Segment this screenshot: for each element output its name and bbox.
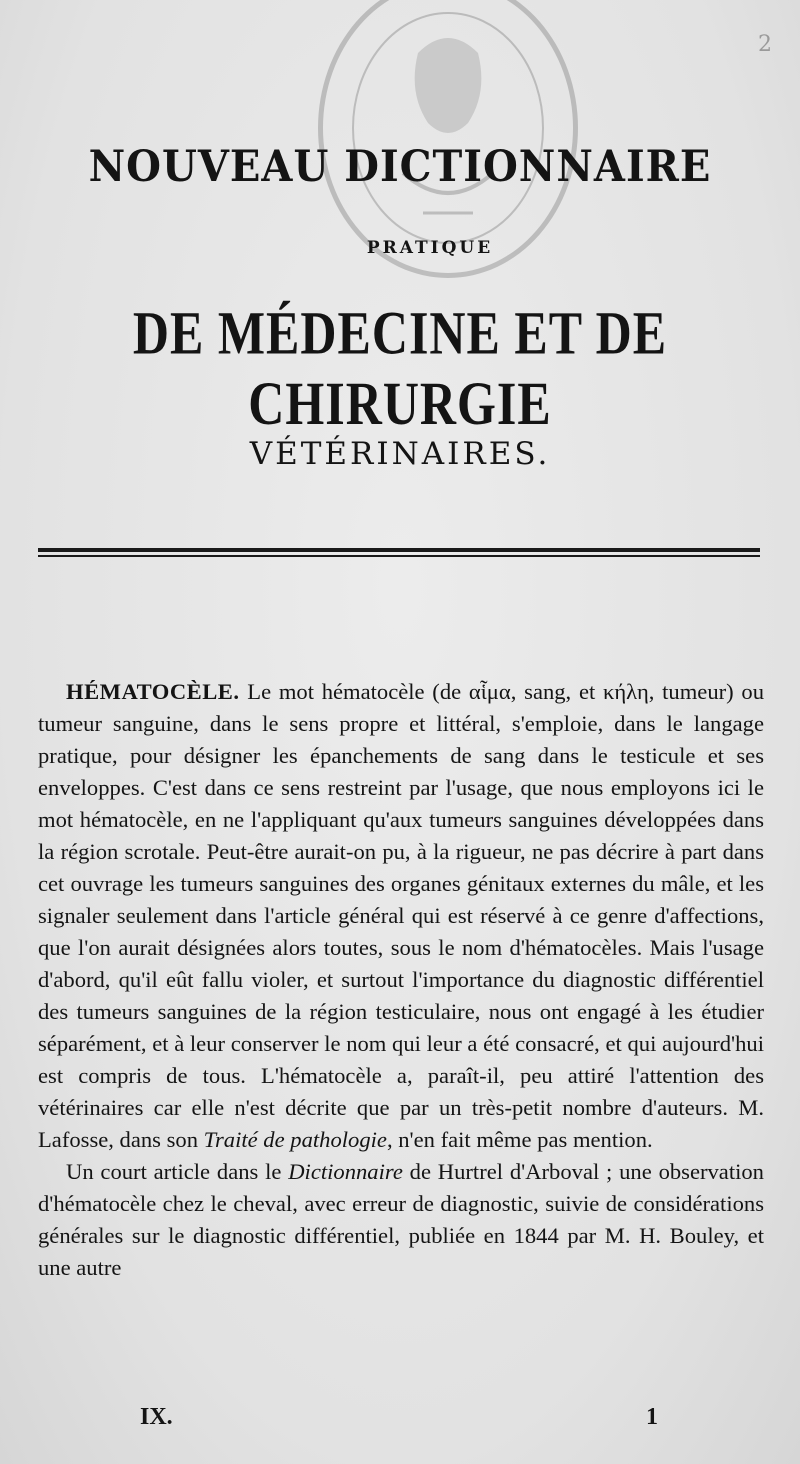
- greek-word: αἷμα: [468, 679, 511, 704]
- sheet-number: 1: [646, 1404, 658, 1430]
- title-line-4: VÉTÉRINAIRES.: [249, 436, 551, 472]
- paragraph-text: , sang, et: [510, 679, 603, 704]
- library-stamp: [318, 0, 578, 278]
- greek-word: κήλη: [602, 679, 649, 704]
- article-headword: HÉMATOCÈLE.: [66, 679, 240, 704]
- title-line-1: NOUVEAU DICTIONNAIRE: [88, 141, 712, 192]
- signature-mark: IX.: [140, 1404, 173, 1430]
- article-paragraph-2: [38, 1156, 764, 1284]
- title-line-2: PRATIQUE: [366, 238, 494, 258]
- paragraph-text: Le mot hématocèle (de: [239, 679, 469, 704]
- paragraph-text: de Hurtrel d'Arboval ; une observation d'hématocèle chez le cheval, avec erreur de diagnostic, suivie de considérations générales sur le diagnostic différentiel, publiée en 1844 par M. H. Bouley, et une autre: [38, 1159, 764, 1280]
- rule-thin: [38, 555, 760, 557]
- title-line-3: DE MÉDECINE ET DE CHIRURGIE: [132, 298, 668, 438]
- paragraph-text: Un court article dans le: [66, 1159, 289, 1184]
- italic-title: Dictionnaire: [288, 1159, 403, 1184]
- article-paragraph-1: [38, 676, 764, 1156]
- page-folio: 2: [758, 32, 772, 57]
- stamp-emblem-icon: [323, 0, 573, 273]
- rule-thick: [38, 548, 760, 552]
- paragraph-text: , n'en fait même pas mention.: [386, 1127, 653, 1152]
- italic-title: Traité de pathologie: [203, 1127, 387, 1152]
- article-body: [38, 676, 764, 1284]
- double-rule-divider: [38, 548, 760, 558]
- paragraph-text: , tumeur) ou tumeur sanguine, dans le sens propre et littéral, s'emploie, dans le langage pratique, pour désigner les épanchements de sang dans le testicule et ses enveloppes. C'est dans ce sens restreint par l'usage, que nous employons ici le mot hématocèle, en ne l'appliquant qu'aux tumeurs sanguines développées dans la région scrotale. Peut-être aurait-on pu, à la rigueur, ne pas décrire à part dans cet ouvrage les tumeurs sanguines des organes génitaux externes du mâle, et les signaler seulement dans l'article général qui est réservé à ce genre d'affections, que l'on aurait désignées alors toutes, sous le nom d'hématocèles. Mais l'usage d'abord, qu'il eût fallu violer, et surtout l'importance du diagnostic différentiel des tumeurs sanguines de la région testiculaire, nous ont engagé à les étudier séparément, et à leur conserver le nom qui leur a été consacré, et qui aujourd'hui est compris de tous. L'hématocèle a, paraît-il, peu attiré l'attention des vétérinaires car elle n'est décrite que par un très-petit nombre d'auteurs. M. Lafosse, dans son: [38, 679, 764, 1152]
